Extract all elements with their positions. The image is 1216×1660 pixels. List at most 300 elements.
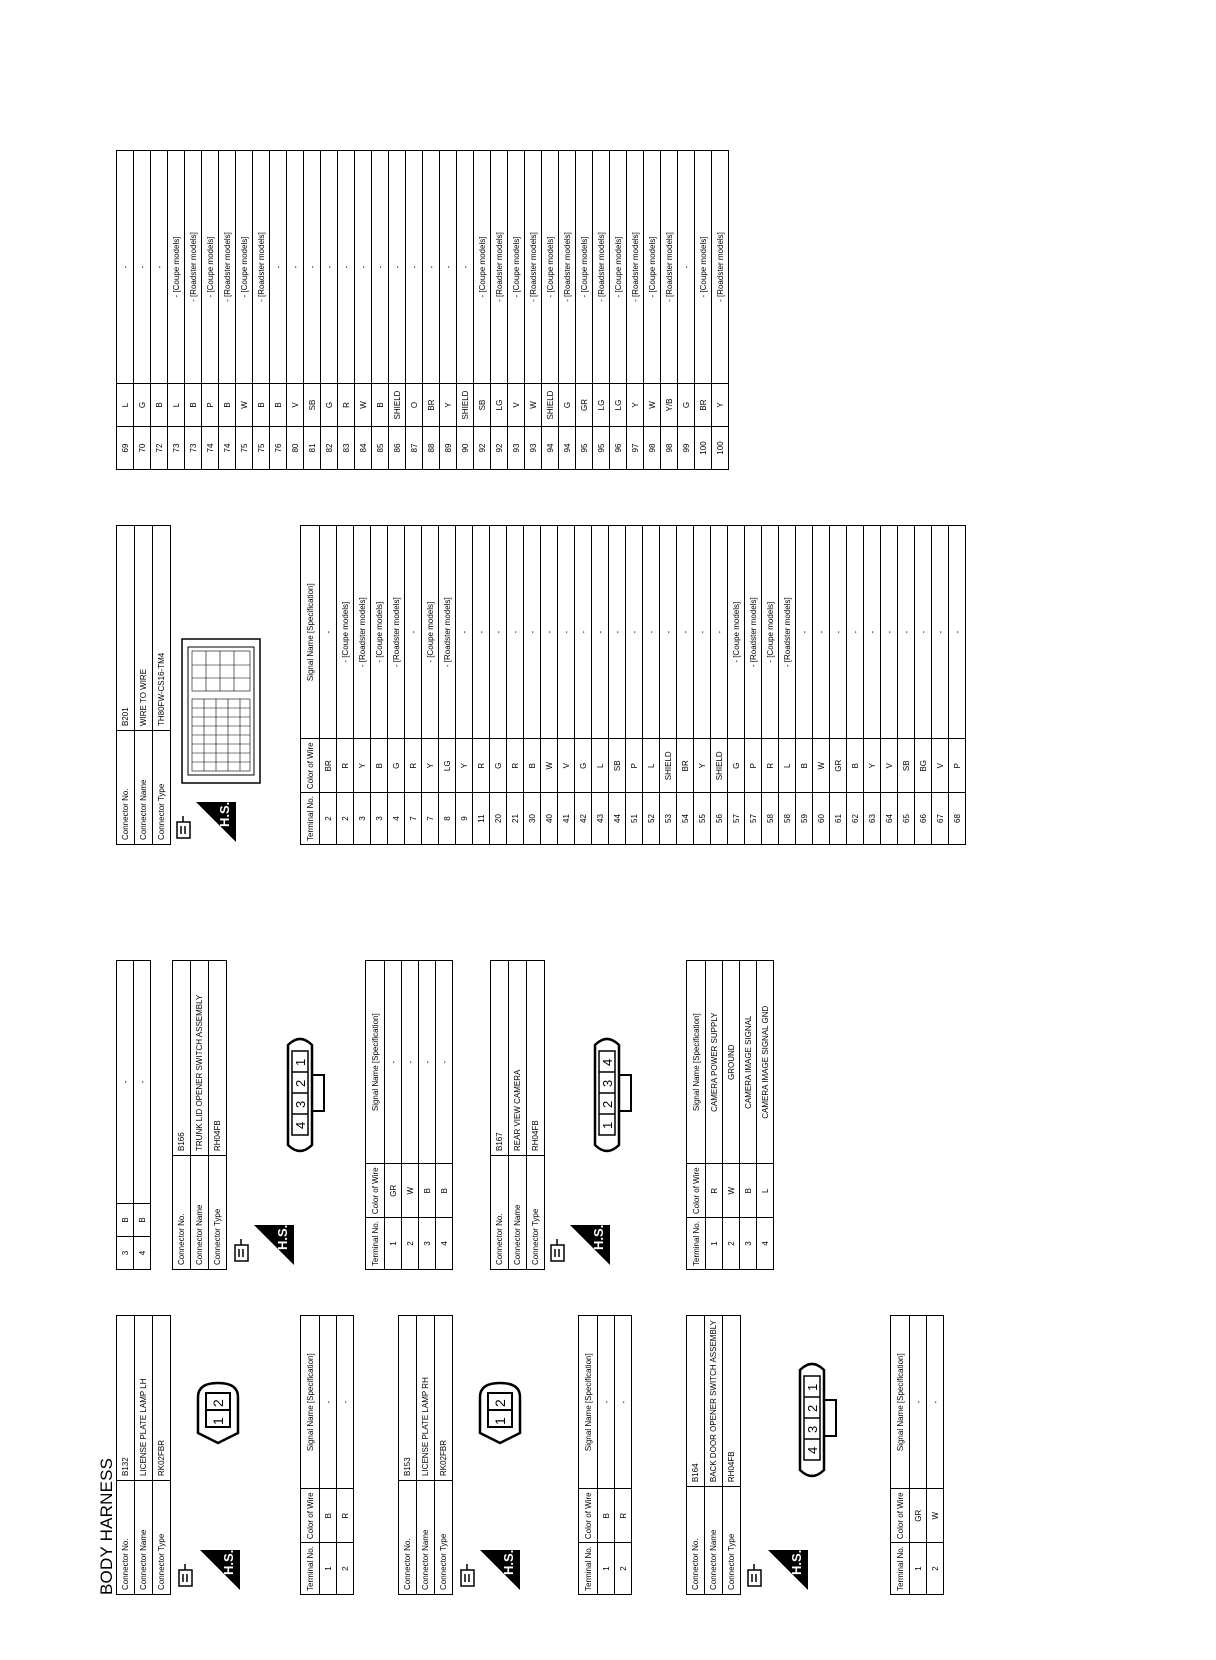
cell-terminal: 61 xyxy=(830,793,847,845)
cell-signal: - xyxy=(355,151,372,384)
cell-color: GR xyxy=(830,739,847,793)
table-row xyxy=(474,151,491,470)
hs-badge: H.S. xyxy=(196,802,236,842)
hs-badge: H.S. xyxy=(254,1225,294,1265)
table-row: 1 GR - xyxy=(385,961,402,1270)
svg-text:4: 4 xyxy=(600,1058,615,1066)
cell-terminal: 68 xyxy=(949,793,966,845)
cell-signal: - [Roadster models] xyxy=(491,151,508,384)
cell-color: G xyxy=(678,384,695,427)
cell-signal: - [Roadster models] xyxy=(219,151,236,384)
cell-color: W xyxy=(236,384,253,427)
cell-signal: - xyxy=(524,526,541,739)
cell-terminal: 70 xyxy=(134,427,151,470)
cell-signal: - xyxy=(915,526,932,739)
cell-signal: - xyxy=(372,151,389,384)
cell-terminal: 63 xyxy=(864,793,881,845)
table-row xyxy=(117,151,134,470)
cell-terminal: 62 xyxy=(847,793,864,845)
table-row xyxy=(406,151,423,470)
table-row xyxy=(202,151,219,470)
cell-terminal: 41 xyxy=(558,793,575,845)
cell-color: B xyxy=(524,739,541,793)
svg-text:2: 2 xyxy=(293,1079,308,1087)
cell-signal: - xyxy=(558,526,575,739)
table-row xyxy=(508,151,525,470)
cell-signal: - xyxy=(711,526,728,739)
cell-signal: - [Coupe models] xyxy=(474,151,491,384)
table-row xyxy=(677,526,694,845)
table-row: 1 GR - xyxy=(910,1316,927,1595)
cell-terminal: 67 xyxy=(932,793,949,845)
cell-signal: - [Coupe models] xyxy=(202,151,219,384)
cell-color: GR xyxy=(576,384,593,427)
cell-terminal: 60 xyxy=(813,793,830,845)
cell-signal: - xyxy=(507,526,524,739)
cell-signal: - xyxy=(813,526,830,739)
cell-signal: - xyxy=(321,151,338,384)
table-row xyxy=(253,151,270,470)
cell-signal: - [Coupe models] xyxy=(695,151,712,384)
cell-signal: - xyxy=(134,151,151,384)
pin-table-b201: Terminal No. Color of Wire Signal Name [Specification] 2 BR - 2 R - [Coupe models] 3 Y - [Roadster models] 3 B - [Coupe models] 4 G - [Roadster models] 7 R - 7 Y - [Coupe models] 8 LG - [Roadster models] 9 Y - 11 R - 20 G - 21 R - 30 B - 40 W - 41 V - 42 G - 43 L - 44 SB - 51 P - 52 L - 53 SHIELD - 54 BR - 55 Y - 56 SHIELD - 57 G - [Coupe models] 57 P - [Roadster models] 58 R - [Coupe models] 58 L - [Roadster models] 59 B - 60 W - 61 GR - 62 B - 63 Y - 64 V - 65 SB - 66 BG - 67 V - 68 P - xyxy=(300,525,966,845)
table-row xyxy=(881,526,898,845)
cell-color: R xyxy=(762,739,779,793)
cell-terminal: 92 xyxy=(474,427,491,470)
cell-terminal: 20 xyxy=(490,793,507,845)
table-row xyxy=(728,526,745,845)
table-row xyxy=(576,151,593,470)
cell-color: BR xyxy=(320,739,337,793)
table-row xyxy=(134,151,151,470)
table-row xyxy=(932,526,949,845)
cell-terminal: 100 xyxy=(695,427,712,470)
table-row: 4 B - xyxy=(436,961,453,1270)
cell-terminal: 72 xyxy=(151,427,168,470)
cell-terminal: 53 xyxy=(660,793,677,845)
cell-terminal: 57 xyxy=(728,793,745,845)
cell-terminal: 73 xyxy=(168,427,185,470)
cell-color: SHIELD xyxy=(542,384,559,427)
cell-color: BR xyxy=(695,384,712,427)
svg-text:3: 3 xyxy=(600,1079,615,1087)
cell-color: B xyxy=(371,739,388,793)
table-row xyxy=(745,526,762,845)
table-row: 2 W - xyxy=(402,961,419,1270)
cell-signal: - xyxy=(660,526,677,739)
cell-color: R xyxy=(507,739,524,793)
cell-terminal: 7 xyxy=(422,793,439,845)
cell-color: G xyxy=(388,739,405,793)
cell-terminal: 8 xyxy=(439,793,456,845)
cell-terminal: 81 xyxy=(304,427,321,470)
table-row xyxy=(949,526,966,845)
cell-terminal: 52 xyxy=(643,793,660,845)
cell-color: L xyxy=(779,739,796,793)
table-row xyxy=(643,526,660,845)
table-row: 2 R - xyxy=(615,1316,632,1595)
cell-terminal: 100 xyxy=(712,427,729,470)
cell-color: BR xyxy=(423,384,440,427)
cell-terminal: 90 xyxy=(457,427,474,470)
cell-terminal: 73 xyxy=(185,427,202,470)
cell-terminal: 74 xyxy=(219,427,236,470)
cell-terminal: 75 xyxy=(253,427,270,470)
cell-color: Y/B xyxy=(661,384,678,427)
hs-badge: H.S. xyxy=(570,1225,610,1265)
cell-terminal: 44 xyxy=(609,793,626,845)
cell-signal: - [Coupe models] xyxy=(337,526,354,739)
cell-signal: - xyxy=(694,526,711,739)
cell-terminal: 93 xyxy=(508,427,525,470)
table-row xyxy=(627,151,644,470)
cell-signal: - [Coupe models] xyxy=(576,151,593,384)
cell-color: Y xyxy=(694,739,711,793)
cell-color: W xyxy=(541,739,558,793)
table-row xyxy=(559,151,576,470)
cell-color: SB xyxy=(304,384,321,427)
table-row xyxy=(626,526,643,845)
cell-signal: - xyxy=(456,526,473,739)
table-row xyxy=(525,151,542,470)
cell-color: Y xyxy=(354,739,371,793)
cell-color: B xyxy=(270,384,287,427)
cell-terminal: 4 xyxy=(388,793,405,845)
table-row xyxy=(355,151,372,470)
table-row xyxy=(388,526,405,845)
cell-signal: - xyxy=(898,526,915,739)
table-row xyxy=(915,526,932,845)
svg-text:2: 2 xyxy=(210,1399,226,1407)
table-row: 3 B - xyxy=(419,961,436,1270)
cell-color: BG xyxy=(915,739,932,793)
svg-text:1: 1 xyxy=(600,1121,615,1129)
svg-text:3: 3 xyxy=(293,1100,308,1108)
cell-signal: - xyxy=(151,151,168,384)
cell-signal: - xyxy=(864,526,881,739)
cell-terminal: 99 xyxy=(678,427,695,470)
connector-no-label: Connector No. xyxy=(117,1481,135,1595)
table-row xyxy=(610,151,627,470)
cell-terminal: 87 xyxy=(406,427,423,470)
cell-signal: - xyxy=(287,151,304,384)
table-row xyxy=(320,526,337,845)
cell-terminal: 3 xyxy=(354,793,371,845)
cell-signal: - xyxy=(949,526,966,739)
table-row xyxy=(456,526,473,845)
cell-signal: - xyxy=(847,526,864,739)
table-row xyxy=(507,526,524,845)
cell-signal: - [Coupe models] xyxy=(762,526,779,739)
cell-terminal: 30 xyxy=(524,793,541,845)
cell-color: SB xyxy=(474,384,491,427)
cell-terminal: 94 xyxy=(542,427,559,470)
cell-color: L xyxy=(168,384,185,427)
svg-text:2: 2 xyxy=(492,1399,508,1407)
cell-signal: - [Coupe models] xyxy=(371,526,388,739)
table-row: 2 W GROUND xyxy=(723,961,740,1270)
cell-color: L xyxy=(592,739,609,793)
cell-terminal: 95 xyxy=(576,427,593,470)
cell-color: Y xyxy=(422,739,439,793)
svg-text:2: 2 xyxy=(600,1100,615,1108)
svg-text:1: 1 xyxy=(492,1417,508,1425)
table-row xyxy=(423,151,440,470)
table-row xyxy=(575,526,592,845)
table-row xyxy=(354,526,371,845)
cell-signal: - [Coupe models] xyxy=(644,151,661,384)
cell-signal: - [Roadster models] xyxy=(354,526,371,739)
connector-header-b132 xyxy=(116,1315,171,1595)
cell-color: P xyxy=(949,739,966,793)
table-row xyxy=(405,526,422,845)
table-row xyxy=(695,151,712,470)
table-row xyxy=(694,526,711,845)
cell-color: SB xyxy=(609,739,626,793)
connector-name-value: LICENSE PLATE LAMP LH xyxy=(135,1316,153,1481)
cell-color: Y xyxy=(864,739,881,793)
table-row xyxy=(389,151,406,470)
cell-color: W xyxy=(525,384,542,427)
cell-color: LG xyxy=(610,384,627,427)
cell-terminal: 92 xyxy=(491,427,508,470)
cell-signal: - xyxy=(457,151,474,384)
table-row xyxy=(864,526,881,845)
cell-terminal: 56 xyxy=(711,793,728,845)
table-row xyxy=(491,151,508,470)
table-row xyxy=(558,526,575,845)
cell-color: B xyxy=(253,384,270,427)
cell-signal: - xyxy=(117,151,134,384)
table-row xyxy=(813,526,830,845)
svg-text:1: 1 xyxy=(805,1383,820,1391)
table-row xyxy=(338,151,355,470)
table-row xyxy=(524,526,541,845)
cell-signal: - xyxy=(490,526,507,739)
cell-terminal: 88 xyxy=(423,427,440,470)
cell-signal: - [Roadster models] xyxy=(593,151,610,384)
table-row xyxy=(151,151,168,470)
cell-terminal: 65 xyxy=(898,793,915,845)
cell-signal: - xyxy=(541,526,558,739)
cell-signal: - xyxy=(677,526,694,739)
pin-table-b167: Terminal No. Color of Wire Signal Name [Specification] 1 R CAMERA POWER SUPPLY 2 W GROUND 3 B CAMERA IMAGE SIGNAL 4 L CAMERA IMAGE SIGNAL GND xyxy=(686,960,774,1270)
connector-header-b153: Connector No. B153 Connector Name LICENSE PLATE LAMP RH Connector Type RK02FBR xyxy=(398,1315,453,1595)
cell-terminal: 83 xyxy=(338,427,355,470)
table-row xyxy=(219,151,236,470)
pin-table-b164: Terminal No. Color of Wire Signal Name [Specification] 1 GR - 2 W - xyxy=(890,1315,944,1595)
cell-signal: - xyxy=(473,526,490,739)
cell-signal: - xyxy=(320,526,337,739)
cell-terminal: 43 xyxy=(592,793,609,845)
cell-signal: - xyxy=(270,151,287,384)
cell-color: SHIELD xyxy=(660,739,677,793)
cell-terminal: 2 xyxy=(337,793,354,845)
table-row xyxy=(678,151,695,470)
table-row xyxy=(644,151,661,470)
cell-terminal: 75 xyxy=(236,427,253,470)
connector-type-value: RK02FBR xyxy=(153,1316,171,1481)
cell-terminal: 2 xyxy=(320,793,337,845)
table-row xyxy=(168,151,185,470)
cell-signal: - xyxy=(423,151,440,384)
cell-terminal: 42 xyxy=(575,793,592,845)
cell-color: W xyxy=(355,384,372,427)
cell-terminal: 94 xyxy=(559,427,576,470)
cell-color: P xyxy=(626,739,643,793)
hs-badge: H.S. xyxy=(768,1550,808,1590)
cell-terminal: 11 xyxy=(473,793,490,845)
table-row xyxy=(712,151,729,470)
cell-color: B xyxy=(372,384,389,427)
connector-name-label: Connector Name xyxy=(135,1481,153,1595)
cell-terminal: 84 xyxy=(355,427,372,470)
cell-signal: - [Roadster models] xyxy=(661,151,678,384)
connector-header-b167: Connector No. B167 Connector Name REAR VIEW CAMERA Connector Type RH04FB xyxy=(490,960,545,1270)
cell-signal: - xyxy=(609,526,626,739)
cell-color: Y xyxy=(712,384,729,427)
cell-color: LG xyxy=(439,739,456,793)
table-row: 2 R - xyxy=(337,1316,354,1595)
cell-color: Y xyxy=(456,739,473,793)
cell-terminal: 55 xyxy=(694,793,711,845)
cell-color: B xyxy=(185,384,202,427)
cell-color: Y xyxy=(627,384,644,427)
cell-signal: - [Coupe models] xyxy=(508,151,525,384)
pin-table-b166: Terminal No. Color of Wire Signal Name [Specification] 1 GR - 2 W - 3 B - 4 B - xyxy=(365,960,453,1270)
cell-terminal: 89 xyxy=(440,427,457,470)
cell-signal: - [Roadster models] xyxy=(388,526,405,739)
cell-color: R xyxy=(338,384,355,427)
cell-terminal: 95 xyxy=(593,427,610,470)
table-row xyxy=(457,151,474,470)
pin-table-b201-continued xyxy=(116,150,729,470)
cell-terminal: 80 xyxy=(287,427,304,470)
cell-terminal: 58 xyxy=(779,793,796,845)
connector-header-b164: Connector No. B164 Connector Name BACK DOOR OPENER SWITCH ASSEMBLY Connector Type RH04FB xyxy=(686,1315,741,1595)
table-row xyxy=(542,151,559,470)
cell-signal: - xyxy=(405,526,422,739)
table-row xyxy=(337,526,354,845)
cell-signal: - [Roadster models] xyxy=(525,151,542,384)
page-title: BODY HARNESS xyxy=(97,1457,116,1595)
cell-terminal: 64 xyxy=(881,793,898,845)
hs-badge: H.S. xyxy=(480,1550,520,1590)
cell-signal: - xyxy=(304,151,321,384)
table-row xyxy=(593,151,610,470)
connector-type-label: Connector Type xyxy=(153,1481,171,1595)
cell-color: BR xyxy=(677,739,694,793)
cell-signal: - [Coupe models] xyxy=(236,151,253,384)
table-row xyxy=(321,151,338,470)
cell-color: V xyxy=(932,739,949,793)
cell-terminal: 97 xyxy=(627,427,644,470)
table-row xyxy=(270,151,287,470)
cell-signal: - xyxy=(440,151,457,384)
cell-color: V xyxy=(287,384,304,427)
cell-color: V xyxy=(558,739,575,793)
svg-text:1: 1 xyxy=(293,1058,308,1066)
cell-terminal: 98 xyxy=(644,427,661,470)
cell-color: SB xyxy=(898,739,915,793)
cell-signal: - [Coupe models] xyxy=(168,151,185,384)
svg-text:2: 2 xyxy=(805,1404,820,1412)
cell-signal: - xyxy=(389,151,406,384)
cell-signal: - xyxy=(338,151,355,384)
table-row xyxy=(304,151,321,470)
table-row xyxy=(779,526,796,845)
cell-signal: - [Roadster models] xyxy=(627,151,644,384)
cell-signal: - [Coupe models] xyxy=(542,151,559,384)
cell-terminal: 69 xyxy=(117,427,134,470)
table-row xyxy=(592,526,609,845)
cell-color: LG xyxy=(491,384,508,427)
table-row xyxy=(185,151,202,470)
cell-terminal: 9 xyxy=(456,793,473,845)
cell-color: Y xyxy=(440,384,457,427)
table-row xyxy=(287,151,304,470)
cell-signal: - [Roadster models] xyxy=(745,526,762,739)
table-row xyxy=(490,526,507,845)
table-row xyxy=(371,526,388,845)
table-row xyxy=(439,526,456,845)
cell-color: P xyxy=(202,384,219,427)
cell-signal: - xyxy=(592,526,609,739)
table-row: 1 B - xyxy=(598,1316,615,1595)
cell-color: V xyxy=(881,739,898,793)
cell-terminal: 21 xyxy=(507,793,524,845)
table-row: 4 L CAMERA IMAGE SIGNAL GND xyxy=(757,961,774,1270)
cell-color: G xyxy=(559,384,576,427)
pin-table-b153: Terminal No. Color of Wire Signal Name [Specification] 1 B - 2 R - xyxy=(578,1315,632,1595)
cell-terminal: 74 xyxy=(202,427,219,470)
cell-color: LG xyxy=(593,384,610,427)
cell-terminal: 86 xyxy=(389,427,406,470)
cell-color: O xyxy=(406,384,423,427)
cell-signal: - xyxy=(626,526,643,739)
cell-signal: - xyxy=(881,526,898,739)
cell-signal: - [Roadster models] xyxy=(712,151,729,384)
table-row xyxy=(796,526,813,845)
table-row xyxy=(898,526,915,845)
cell-signal: - xyxy=(796,526,813,739)
table-row xyxy=(440,151,457,470)
cell-color: L xyxy=(117,384,134,427)
cell-color: V xyxy=(508,384,525,427)
table-row xyxy=(762,526,779,845)
connector-header-b166: Connector No. B166 Connector Name TRUNK LID OPENER SWITCH ASSEMBLY Connector Type RH04FB xyxy=(172,960,227,1270)
table-row xyxy=(422,526,439,845)
table-row: 4 B - xyxy=(134,961,151,1270)
table-row xyxy=(541,526,558,845)
cell-signal: - [Roadster models] xyxy=(779,526,796,739)
cell-terminal: 66 xyxy=(915,793,932,845)
cell-terminal: 58 xyxy=(762,793,779,845)
cell-terminal: 59 xyxy=(796,793,813,845)
cell-color: R xyxy=(337,739,354,793)
cell-color: G xyxy=(490,739,507,793)
cell-signal: - xyxy=(406,151,423,384)
connector-header-b201: Connector No. B201 Connector Name WIRE TO WIRE Connector Type TH80FW-CS16-TM4 xyxy=(116,525,171,845)
cell-signal: - [Roadster models] xyxy=(185,151,202,384)
cell-terminal: 96 xyxy=(610,427,627,470)
cell-color: SHIELD xyxy=(389,384,406,427)
table-row: 3 B - xyxy=(117,961,134,1270)
svg-text:1: 1 xyxy=(210,1417,226,1425)
svg-text:3: 3 xyxy=(805,1425,820,1433)
cell-terminal: 85 xyxy=(372,427,389,470)
cell-color: SHIELD xyxy=(457,384,474,427)
